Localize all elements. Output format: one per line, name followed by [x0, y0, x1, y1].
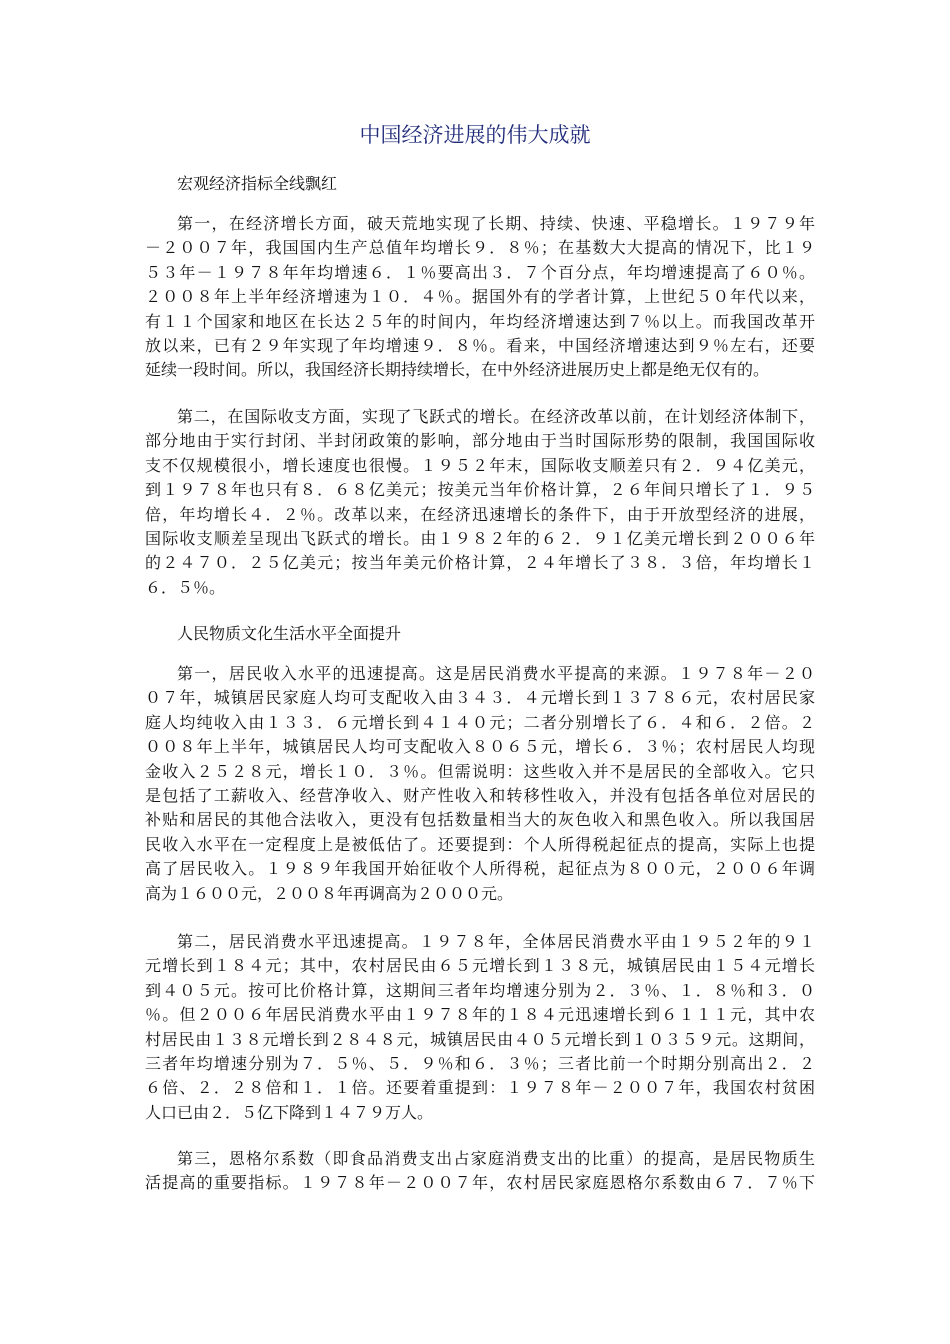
paragraph-line: 民收入水平在一定程度上是被低估了。还要提到：个人所得税起征点的提高，实际上也提	[145, 834, 815, 854]
document-title: 中国经济进展的伟大成就	[359, 123, 591, 147]
paragraph-line: 部分地由于实行封闭、半封闭政策的影响，部分地由于当时国际形势的限制，我国国际收	[145, 431, 815, 451]
paragraph-line: 放以来，已有２９年实现了年均增速９．８％。看来，中国经济增速达到９％左右，还要	[145, 336, 815, 356]
paragraph-line: ００８年上半年，城镇居民人均可支配收入８０６５元，增长６．３％；农村居民人均现	[145, 737, 815, 757]
paragraph-line: 村居民由１３８元增长到２８４８元，城镇居民由４０５元增长到１０３５９元。这期间，	[145, 1029, 815, 1049]
paragraph-line: 第一，居民收入水平的迅速提高。这是居民消费水平提高的来源。１９７８年－２０	[177, 664, 815, 683]
paragraph-line: ６．５％。	[145, 577, 226, 597]
paragraph-economic-growth	[145, 212, 815, 383]
paragraph-line: 国际收支顺差呈现出飞跃式的增长。由１９８２年的６２．９１亿美元增长到２００６年	[145, 529, 815, 549]
paragraph-international-balance	[145, 405, 815, 600]
paragraph-line: 补贴和居民的其他合法收入，更没有包括数量相当大的灰色收入和黑色收入。所以我国居	[145, 810, 815, 830]
paragraph-line: 第一，在经济增长方面，破天荒地实现了长期、持续、快速、平稳增长。１９７９年	[177, 214, 815, 233]
paragraph-line: 到１９７８年也只有８．６８亿美元；按美元当年价格计算，２６年间只增长了１．９５	[145, 480, 815, 500]
paragraph-line: 高为１６００元，２００８年再调高为２０００元。	[145, 883, 514, 903]
paragraph-line: ％。但２００６年居民消费水平由１９７８年的１８４元迅速增长到６１１１元，其中农	[145, 1005, 815, 1025]
paragraph-line: 活提高的重要指标。１９７８年－２００７年，农村居民家庭恩格尔系数由６７．７％下	[145, 1173, 815, 1193]
paragraph-line: ５３年－１９７８年年均增速６．１％要高出３．７个百分点，年均增速提高了６０％。	[145, 262, 815, 282]
paragraph-line: 第三，恩格尔系数（即食品消费支出占家庭消费支出的比重）的提高，是居民物质生	[177, 1149, 815, 1168]
paragraph-line: 庭人均纯收入由１３３．６元增长到４１４０元；二者分别增长了６．４和６．２倍。２	[145, 712, 815, 732]
paragraph-line: 三者年均增速分别为７．５％、５．９％和６．３％；三者比前一个时期分别高出２．２	[145, 1054, 815, 1074]
paragraph-consumption	[145, 930, 815, 1125]
paragraph-income	[145, 662, 815, 906]
paragraph-line: ０７年，城镇居民家庭人均可支配收入由３４３．４元增长到１３７８６元，农村居民家	[145, 688, 815, 708]
paragraph-line: 支不仅规模很小，增长速度也很慢。１９５２年末，国际收支顺差只有２．９４亿美元，	[145, 455, 815, 475]
paragraph-line: 有１１个国家和地区在长达２５年的时间内，年均经济增速达到７％以上。而我国改革开	[145, 311, 815, 331]
paragraph-line: ２００８年上半年经济增速为１０．４％。据国外有的学者计算，上世纪５０年代以来，	[145, 287, 815, 307]
paragraph-line: 的２４７０．２５亿美元；按当年美元价格计算，２４年增长了３８．３倍，年均增长１	[145, 553, 815, 573]
paragraph-line: 人口已由２．５亿下降到１４７９万人。	[145, 1102, 434, 1122]
paragraph-line: 高了居民收入。１９８９年我国开始征收个人所得税，起征点为８００元，２００６年调	[145, 859, 815, 879]
paragraph-line: 元增长到１８４元；其中，农村居民由６５元增长到１３８元，城镇居民由１５４元增长	[145, 956, 815, 976]
paragraph-line: 是包括了工薪收入、经营净收入、财产性收入和转移性收入，并没有包括各单位对居民的	[145, 786, 815, 806]
paragraph-line: 金收入２５２８元，增长１０．３％。但需说明：这些收入并不是居民的全部收入。它只	[145, 761, 815, 781]
paragraph-line: ６倍、２．２８倍和１．１倍。还要着重提到：１９７８年－２００７年，我国农村贫困	[145, 1078, 815, 1098]
paragraph-line: 到４０５元。按可比价格计算，这期间三者年均增速分别为２．３％、１．８％和３．０	[145, 980, 815, 1000]
paragraph-line: 倍，年均增长４．２％。改革以来，在经济迅速增长的条件下，由于开放型经济的进展，	[145, 504, 815, 524]
paragraph-engel-coefficient	[145, 1147, 815, 1196]
paragraph-line: 第二，在国际收支方面，实现了飞跃式的增长。在经济改革以前，在计划经济体制下，	[177, 407, 815, 426]
paragraph-line: 第二，居民消费水平迅速提高。１９７８年，全体居民消费水平由１９５２年的９１	[177, 932, 815, 951]
section-heading-living-standards: 人民物质文化生活水平全面提升	[177, 624, 402, 643]
section-heading-macro-economy: 宏观经济指标全线飘红	[177, 174, 338, 193]
paragraph-line: 延续一段时间。所以，我国经济长期持续增长，在中外经济进展历史上都是绝无仅有的。	[145, 360, 770, 380]
paragraph-line: －２００７年，我国国内生产总值年均增长９．８％；在基数大大提高的情况下，比１９	[145, 238, 815, 258]
